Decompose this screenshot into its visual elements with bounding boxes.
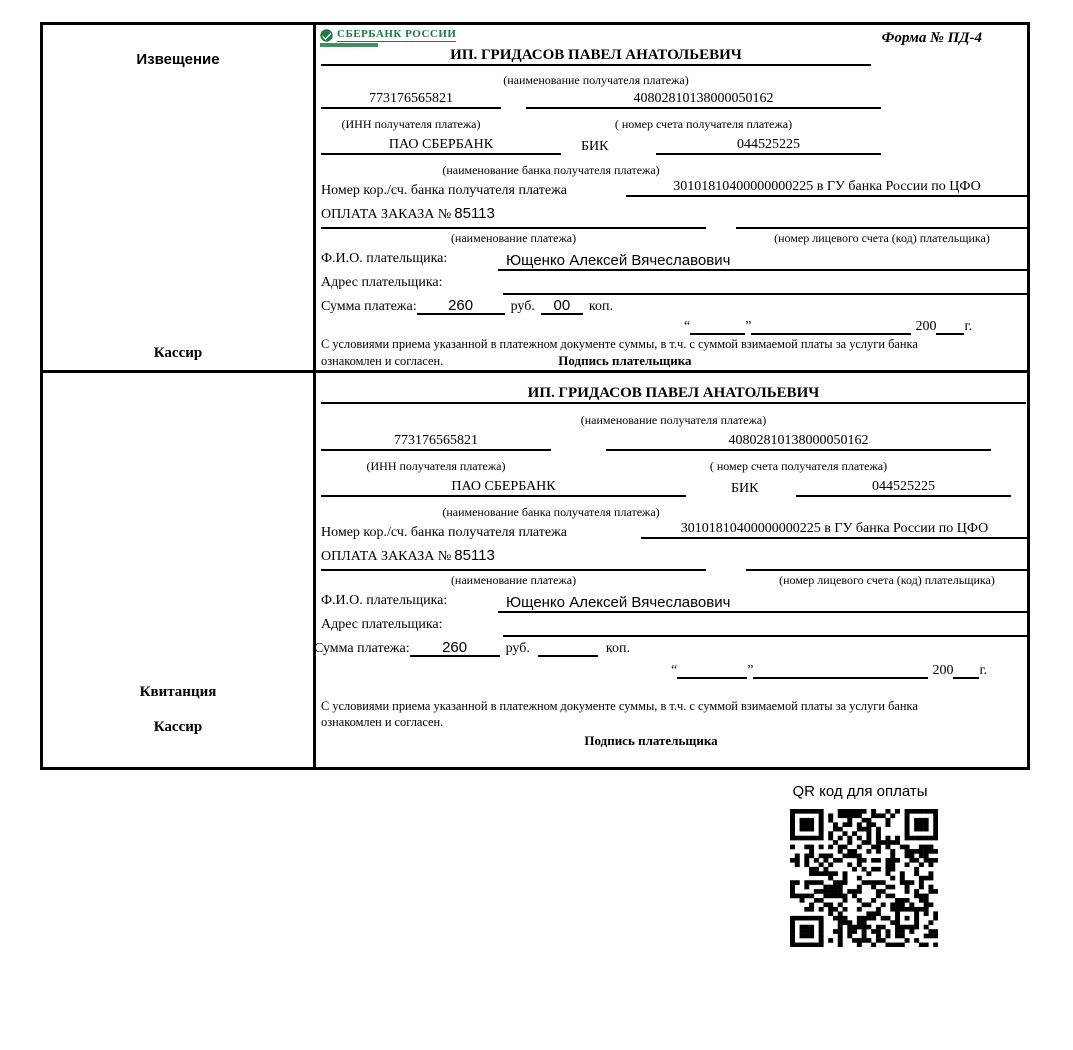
amount-label: Сумма платежа: — [321, 299, 417, 314]
signature-label-notice: Подпись плательщика — [558, 353, 692, 368]
kop-label: коп. — [588, 299, 613, 314]
payer-label: Ф.И.О. плательщика: — [321, 593, 448, 608]
bank-name: ПАО СБЕРБАНК — [321, 137, 561, 155]
order-number: 85113 — [454, 205, 495, 222]
terms-line1: С условиями приема указанной в платежном документе суммы, в т.ч. с суммой взимаемой платы за услуги банка — [321, 699, 918, 713]
corr-label: Номер кор./сч. банка получателя платежа — [321, 525, 567, 540]
corr-value: 30101810400000000225 в ГУ банка России по ЦФО — [641, 521, 1028, 539]
notice-left-cell — [43, 25, 316, 370]
receipt-left-cell — [43, 373, 316, 767]
terms-line1: С условиями приема указанной в платежном документе суммы, в т.ч. с суммой взимаемой платы за услуги банка — [321, 337, 918, 351]
payer-label: Ф.И.О. плательщика: — [321, 251, 448, 266]
kop-value-notice: 00 — [541, 297, 583, 315]
inn-value: 773176565821 — [321, 433, 551, 451]
address-line — [503, 615, 1028, 637]
sberbank-logo-text: СБЕРБАНК РОССИИ — [337, 28, 457, 40]
account-caption: ( номер счета получателя платежа) — [614, 117, 793, 131]
payer-name: Ющенко Алексей Вячеславович — [506, 594, 731, 611]
quote-close: ” — [745, 319, 752, 334]
cashier-label-receipt: Кассир — [153, 719, 203, 735]
bank-name: ПАО СБЕРБАНК — [321, 479, 686, 497]
notice-section — [43, 25, 1027, 373]
corr-label: Номер кор./сч. банка получателя платежа — [321, 183, 567, 198]
account-value: 40802810138000050162 — [606, 433, 991, 451]
kop-label: коп. — [605, 641, 630, 656]
recipient-name: ИП. ГРИДАСОВ ПАВЕЛ АНАТОЛЬЕВИЧ — [321, 47, 871, 66]
amount-value: 260 — [417, 297, 505, 315]
personal-account-line — [736, 205, 1028, 229]
date-month-line — [753, 661, 928, 679]
sberbank-emblem-icon — [320, 29, 333, 42]
inn-value: 773176565821 — [321, 91, 501, 109]
date-day-line — [690, 317, 745, 335]
year-suffix: г. — [964, 319, 973, 334]
form-outer-box — [40, 22, 1030, 770]
recipient-caption: (наименование получателя платежа) — [580, 413, 767, 427]
account-caption: ( номер счета получателя платежа) — [709, 459, 888, 473]
personal-account-caption: (номер лицевого счета (код) плательщика) — [779, 573, 995, 587]
notice-label: Извещение — [136, 51, 220, 68]
receipt-right-cell — [316, 373, 1027, 767]
cashier-label-notice: Кассир — [153, 345, 203, 361]
year-suffix: г. — [979, 663, 988, 678]
amount-value: 260 — [410, 639, 500, 657]
year-prefix: 200 — [915, 319, 937, 334]
bik-value: 044525225 — [796, 479, 1011, 497]
corr-value: 30101810400000000225 в ГУ банка России по ЦФО — [626, 179, 1028, 197]
date-day-line — [677, 661, 747, 679]
address-label: Адрес плательщика: — [321, 275, 443, 290]
amount-label: Сумма платежа: — [314, 641, 410, 656]
quote-close: ” — [747, 663, 754, 678]
account-value: 40802810138000050162 — [526, 91, 881, 109]
rub-label: руб. — [510, 299, 535, 314]
notice-right-cell — [316, 25, 1027, 370]
order-number: 85113 — [454, 547, 495, 564]
date-month-line — [751, 317, 911, 335]
kop-value-receipt — [538, 639, 598, 657]
date-year-line — [936, 317, 964, 335]
personal-account-caption: (номер лицевого счета (код) плательщика) — [774, 231, 990, 245]
receipt-label: Квитанция — [139, 684, 217, 700]
address-line — [503, 273, 1028, 295]
quote-open: “ — [684, 319, 691, 334]
address-label: Адрес плательщика: — [321, 617, 443, 632]
quote-open: “ — [671, 663, 678, 678]
bik-label: БИК — [581, 139, 609, 154]
inn-caption: (ИНН получателя платежа) — [366, 459, 506, 473]
payment-caption: (наименование платежа) — [450, 231, 577, 245]
date-year-line — [953, 661, 979, 679]
bik-value: 044525225 — [656, 137, 881, 155]
year-prefix: 200 — [932, 663, 954, 678]
rub-label: руб. — [505, 641, 530, 656]
payer-name: Ющенко Алексей Вячеславович — [506, 252, 731, 269]
receipt-section — [43, 373, 1027, 767]
recipient-caption: (наименование получателя платежа) — [503, 73, 689, 87]
signature-label-receipt: Подпись плательщика — [584, 733, 718, 748]
payment-caption: (наименование платежа) — [450, 573, 577, 587]
bank-caption: (наименование банка получателя платежа) — [442, 505, 660, 519]
inn-caption: (ИНН получателя платежа) — [341, 117, 481, 131]
bank-caption: (наименование банка получателя платежа) — [442, 163, 660, 177]
bik-label: БИК — [731, 481, 759, 496]
sberbank-logo — [320, 28, 456, 47]
payment-purpose-label: ОПЛАТА ЗАКАЗА № — [321, 207, 452, 222]
qr-label: QR код для оплаты — [792, 783, 928, 800]
personal-account-line — [746, 547, 1028, 571]
terms-line2: ознакомлен и согласен. — [321, 715, 444, 729]
terms-line2: ознакомлен и согласен. — [321, 354, 444, 368]
form-number: Форма № ПД-4 — [881, 30, 982, 46]
qr-code — [790, 809, 938, 947]
payment-purpose-label: ОПЛАТА ЗАКАЗА № — [321, 549, 452, 564]
recipient-name: ИП. ГРИДАСОВ ПАВЕЛ АНАТОЛЬЕВИЧ — [321, 385, 1026, 404]
